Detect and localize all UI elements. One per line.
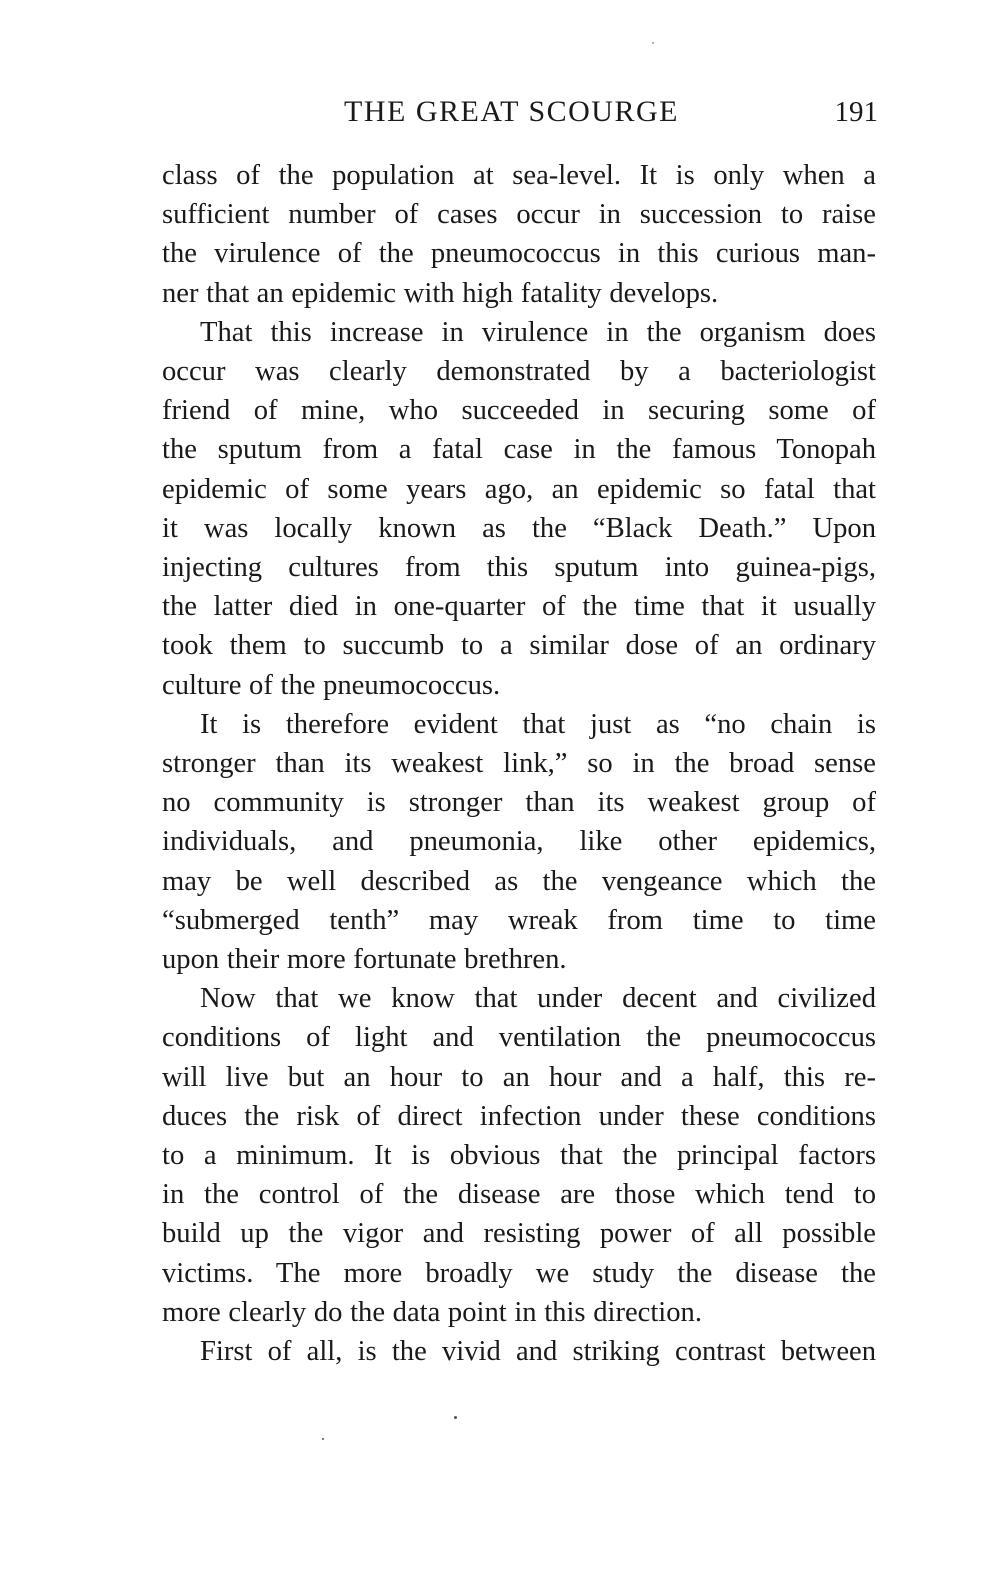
text-line: friend of mine, who succeeded in securing some of xyxy=(162,395,876,427)
text-line: It is therefore evident that just as “no chain is xyxy=(200,708,876,740)
text-line: victims. The more broadly we study the disease the xyxy=(162,1257,876,1289)
text-line: sufficient number of cases occur in succession to raise xyxy=(162,199,876,231)
text-line: ner that an epidemic with high fatality develops. xyxy=(162,277,719,309)
text-line: the virulence of the pneumococcus in this curious man- xyxy=(162,238,876,270)
text-line: will live but an hour to an hour and a half, this re- xyxy=(162,1061,876,1093)
scan-speck xyxy=(454,1416,457,1419)
text-line: occur was clearly demonstrated by a bacteriologist xyxy=(162,356,876,388)
text-line: epidemic of some years ago, an epidemic so fatal that xyxy=(162,473,876,505)
text-line: “submerged tenth” may wreak from time to time xyxy=(162,904,876,936)
body-text xyxy=(162,156,876,1371)
text-line: to a minimum. It is obvious that the principal factors xyxy=(162,1140,876,1172)
scan-speck xyxy=(652,42,654,44)
text-line: duces the risk of direct infection under these conditions xyxy=(162,1100,876,1132)
text-line: in the control of the disease are those which tend to xyxy=(162,1179,876,1211)
text-line: may be well described as the vengeance which the xyxy=(162,865,876,897)
text-line: stronger than its weakest link,” so in the broad sense xyxy=(162,748,876,780)
text-line: the latter died in one-quarter of the time that it usually xyxy=(162,591,876,623)
text-line: it was locally known as the “Black Death.” Upon xyxy=(162,512,876,544)
text-line: took them to succumb to a similar dose of an ordinary xyxy=(162,630,876,662)
paragraph-1 xyxy=(162,156,876,313)
scan-speck xyxy=(322,1438,324,1440)
paragraph-4 xyxy=(162,979,876,1332)
text-line: injecting cultures from this sputum into guinea-pigs, xyxy=(162,552,876,584)
text-line: individuals, and pneumonia, like other epidemics, xyxy=(162,826,876,858)
text-line: more clearly do the data point in this direction. xyxy=(162,1296,702,1328)
text-line: That this increase in virulence in the organism does xyxy=(200,316,876,348)
text-line: build up the vigor and resisting power of all possible xyxy=(162,1218,876,1250)
text-line: the sputum from a fatal case in the famous Tonopah xyxy=(162,434,876,466)
text-line: conditions of light and ventilation the pneumococcus xyxy=(162,1022,876,1054)
page-number: 191 xyxy=(834,96,878,128)
text-line: upon their more fortunate brethren. xyxy=(162,944,567,976)
text-line: class of the population at sea-level. It is only when a xyxy=(162,160,876,191)
running-title: THE GREAT SCOURGE xyxy=(344,95,679,128)
paragraph-3 xyxy=(162,705,876,979)
running-header xyxy=(164,92,878,132)
text-line: culture of the pneumococcus. xyxy=(162,669,501,701)
text-line: First of all, is the vivid and striking contrast between xyxy=(200,1336,876,1368)
text-line: Now that we know that under decent and civilized xyxy=(200,983,876,1015)
text-line: no community is stronger than its weakest group of xyxy=(162,787,876,819)
paragraph-5 xyxy=(162,1332,876,1371)
paragraph-2 xyxy=(162,313,876,705)
